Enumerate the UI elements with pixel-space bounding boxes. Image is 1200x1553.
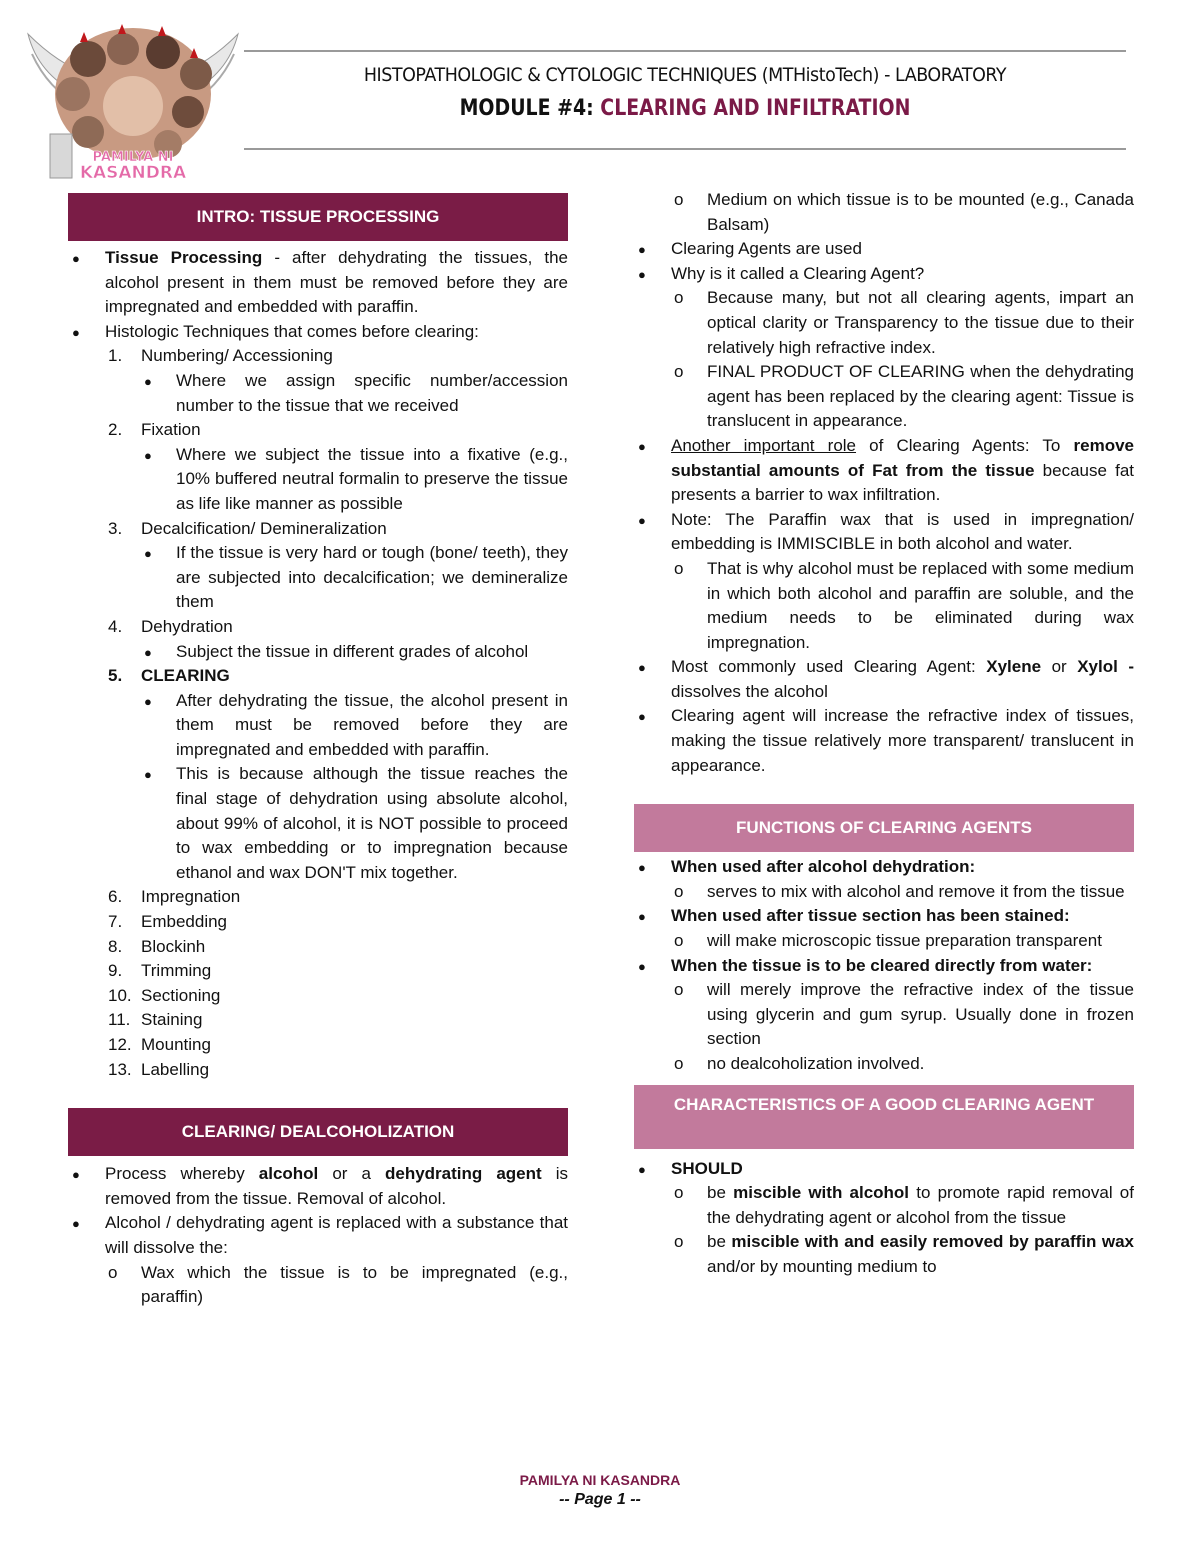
module-number: MODULE #4: <box>459 96 594 121</box>
bullet-icon <box>144 689 152 715</box>
bullet-icon <box>144 762 152 788</box>
section-heading-functions: FUNCTIONS OF CLEARING AGENTS <box>634 804 1134 852</box>
bullet-icon <box>638 904 646 930</box>
list-item: o will make microscopic tissue preparation transparent <box>634 929 1134 954</box>
bullet-icon <box>72 1211 80 1237</box>
bullet-icon <box>72 320 80 346</box>
list-item: ● When used after alcohol dehydration: <box>634 855 1134 880</box>
list-item: o be miscible with and easily removed by paraffin wax and/or by mounting medium to <box>634 1230 1134 1279</box>
clearing-content <box>68 1162 568 1310</box>
bullet-icon <box>72 246 80 272</box>
circle-bullet-icon <box>108 1261 117 1286</box>
bullet-icon <box>144 541 152 567</box>
bullet-icon <box>638 855 646 881</box>
list-item: 11. Staining <box>108 1010 203 1030</box>
header-rule-bottom <box>244 148 1126 150</box>
list-item: ● After dehydrating the tissue, the alcohol present in them must be removed before they are impregnated and embedded with paraffin. <box>68 689 568 763</box>
page-number: -- Page 1 -- <box>559 1491 641 1508</box>
list-item: o FINAL PRODUCT OF CLEARING when the dehydrating agent has been replaced by the clearing agent: Tissue is translucent in appearance. <box>634 360 1134 434</box>
list-item: 13. Labelling <box>108 1059 210 1079</box>
section-heading-characteristics: CHARACTERISTICS OF A GOOD CLEARING AGENT <box>634 1085 1134 1149</box>
list-item: ● Another important role of Clearing Agents: To remove substantial amounts of Fat from the tissue because fat presents a barrier to wax infiltration. <box>634 434 1134 508</box>
list-item: o no dealcoholization involved. <box>634 1052 1134 1077</box>
list-item: ● When the tissue is to be cleared directly from water: <box>634 954 1134 979</box>
circle-bullet-icon <box>674 360 683 385</box>
list-item: o Because many, but not all clearing agents, impart an optical clarity or Transparency to the tissue due to their relatively high refractive index. <box>634 286 1134 360</box>
footer-author: PAMILYA NI KASANDRA <box>519 1472 681 1488</box>
list-item: ● Alcohol / dehydrating agent is replaced with a substance that will dissolve the: <box>68 1211 568 1260</box>
bullet-icon <box>638 434 646 460</box>
list-item: 9. Trimming <box>108 961 212 981</box>
list-item: 1. Numbering/ Accessioning <box>108 346 333 366</box>
module-title <box>306 96 1065 121</box>
list-item: ● Clearing agent will increase the refractive index of tissues, making the tissue relatively more transparent/ translucent in appearance. <box>634 704 1134 778</box>
header-rule-top <box>244 50 1126 52</box>
list-item: 2. Fixation <box>108 420 201 440</box>
right-column <box>634 188 1134 1280</box>
circle-bullet-icon <box>674 929 683 954</box>
list-item: ● Note: The Paraffin wax that is used in impregnation/ embedding is IMMISCIBLE in both alcohol and water. <box>634 508 1134 557</box>
left-column <box>68 193 568 1310</box>
list-item: ● Clearing Agents are used <box>634 237 1134 262</box>
circle-bullet-icon <box>674 1052 683 1077</box>
module-name: CLEARING AND INFILTRATION <box>600 96 911 121</box>
list-item: 8. Blockinh <box>108 936 206 956</box>
intro-content <box>68 246 568 1082</box>
clearing-continued <box>634 188 1134 778</box>
list-item: ● Where we assign specific number/accession number to the tissue that we received <box>68 369 568 418</box>
section-heading-intro: INTRO: TISSUE PROCESSING <box>68 193 568 241</box>
list-item: ● Where we subject the tissue into a fixative (e.g., 10% buffered neutral formalin to preserve the tissue as life like manner as possible <box>68 443 568 517</box>
list-item: 10. Sectioning <box>108 985 221 1005</box>
list-item: 6. Impregnation <box>108 887 241 907</box>
list-item: o Wax which the tissue is to be impregnated (e.g., paraffin) <box>68 1261 568 1310</box>
circle-bullet-icon <box>674 1181 683 1206</box>
svg-text:KASANDRA: KASANDRA <box>79 163 187 183</box>
list-item: o will merely improve the refractive index of the tissue using glycerin and gum syrup. Usually done in frozen section <box>634 978 1134 1052</box>
circle-bullet-icon <box>674 978 683 1003</box>
list-item: o serves to mix with alcohol and remove it from the tissue <box>634 880 1134 905</box>
list-item: ● If the tissue is very hard or tough (bone/ teeth), they are subjected into decalcification; we demineralize them <box>68 541 568 615</box>
circle-bullet-icon <box>674 557 683 582</box>
bullet-icon <box>638 704 646 730</box>
list-item: ● Most commonly used Clearing Agent: Xylene or Xylol - dissolves the alcohol <box>634 655 1134 704</box>
bullet-icon <box>638 1157 646 1183</box>
list-item: ● SHOULD <box>634 1157 1134 1182</box>
list-item: ● Why is it called a Clearing Agent? <box>634 262 1134 287</box>
list-item: ● Process whereby alcohol or a dehydrating agent is removed from the tissue. Removal of alcohol. <box>68 1162 568 1211</box>
list-item: o That is why alcohol must be replaced with some medium in which both alcohol and paraffin are soluble, and the medium needs to be eliminated during wax impregnation. <box>634 557 1134 655</box>
bullet-icon <box>72 1162 80 1188</box>
logo <box>18 14 248 184</box>
bullet-icon <box>638 655 646 681</box>
list-item: 12. Mounting <box>108 1035 211 1054</box>
bullet-icon <box>144 640 152 666</box>
bullet-icon <box>638 508 646 534</box>
characteristics-content <box>634 1157 1134 1280</box>
list-item: o Medium on which tissue is to be mounted (e.g., Canada Balsam) <box>634 188 1134 237</box>
course-title: HISTOPATHOLOGIC & CYTOLOGIC TECHNIQUES (MTHistoTech) - LABORATORY <box>363 64 1007 86</box>
list-item: ● When used after tissue section has been stained: <box>634 904 1134 929</box>
list-item: ● Subject the tissue in different grades of alcohol <box>68 640 568 665</box>
list-item: o be miscible with alcohol to promote rapid removal of the dehydrating agent or alcohol from the tissue <box>634 1181 1134 1230</box>
list-item: ● Histologic Techniques that comes before clearing: <box>68 320 568 345</box>
bullet-icon <box>638 954 646 980</box>
functions-content <box>634 855 1134 1076</box>
circle-bullet-icon <box>674 880 683 905</box>
list-item: 7. Embedding <box>108 912 228 932</box>
circle-bullet-icon <box>674 1230 683 1255</box>
list-item: 5. CLEARING <box>108 666 230 686</box>
circle-bullet-icon <box>674 286 683 311</box>
list-item: 3. Decalcification/ Demineralization <box>108 518 387 538</box>
list-item: ● Tissue Processing - after dehydrating the tissues, the alcohol present in them must be removed before they are impregnated and embedded with paraffin. <box>68 246 568 320</box>
bullet-icon <box>638 262 646 288</box>
bullet-icon <box>144 443 152 469</box>
list-item: ● This is because although the tissue reaches the final stage of dehydration using absolute alcohol, about 99% of alcohol, it is NOT possible to proceed to wax embedding or to impregnation because ethanol and wax DON'T mix together. <box>68 762 568 885</box>
bullet-icon <box>144 369 152 395</box>
section-heading-clearing: CLEARING/ DEALCOHOLIZATION <box>68 1108 568 1156</box>
list-item: 4. Dehydration <box>108 616 233 636</box>
bullet-icon <box>638 237 646 263</box>
circle-bullet-icon <box>674 188 683 213</box>
svg-text:PAMILYA NI: PAMILYA NI <box>92 150 174 165</box>
